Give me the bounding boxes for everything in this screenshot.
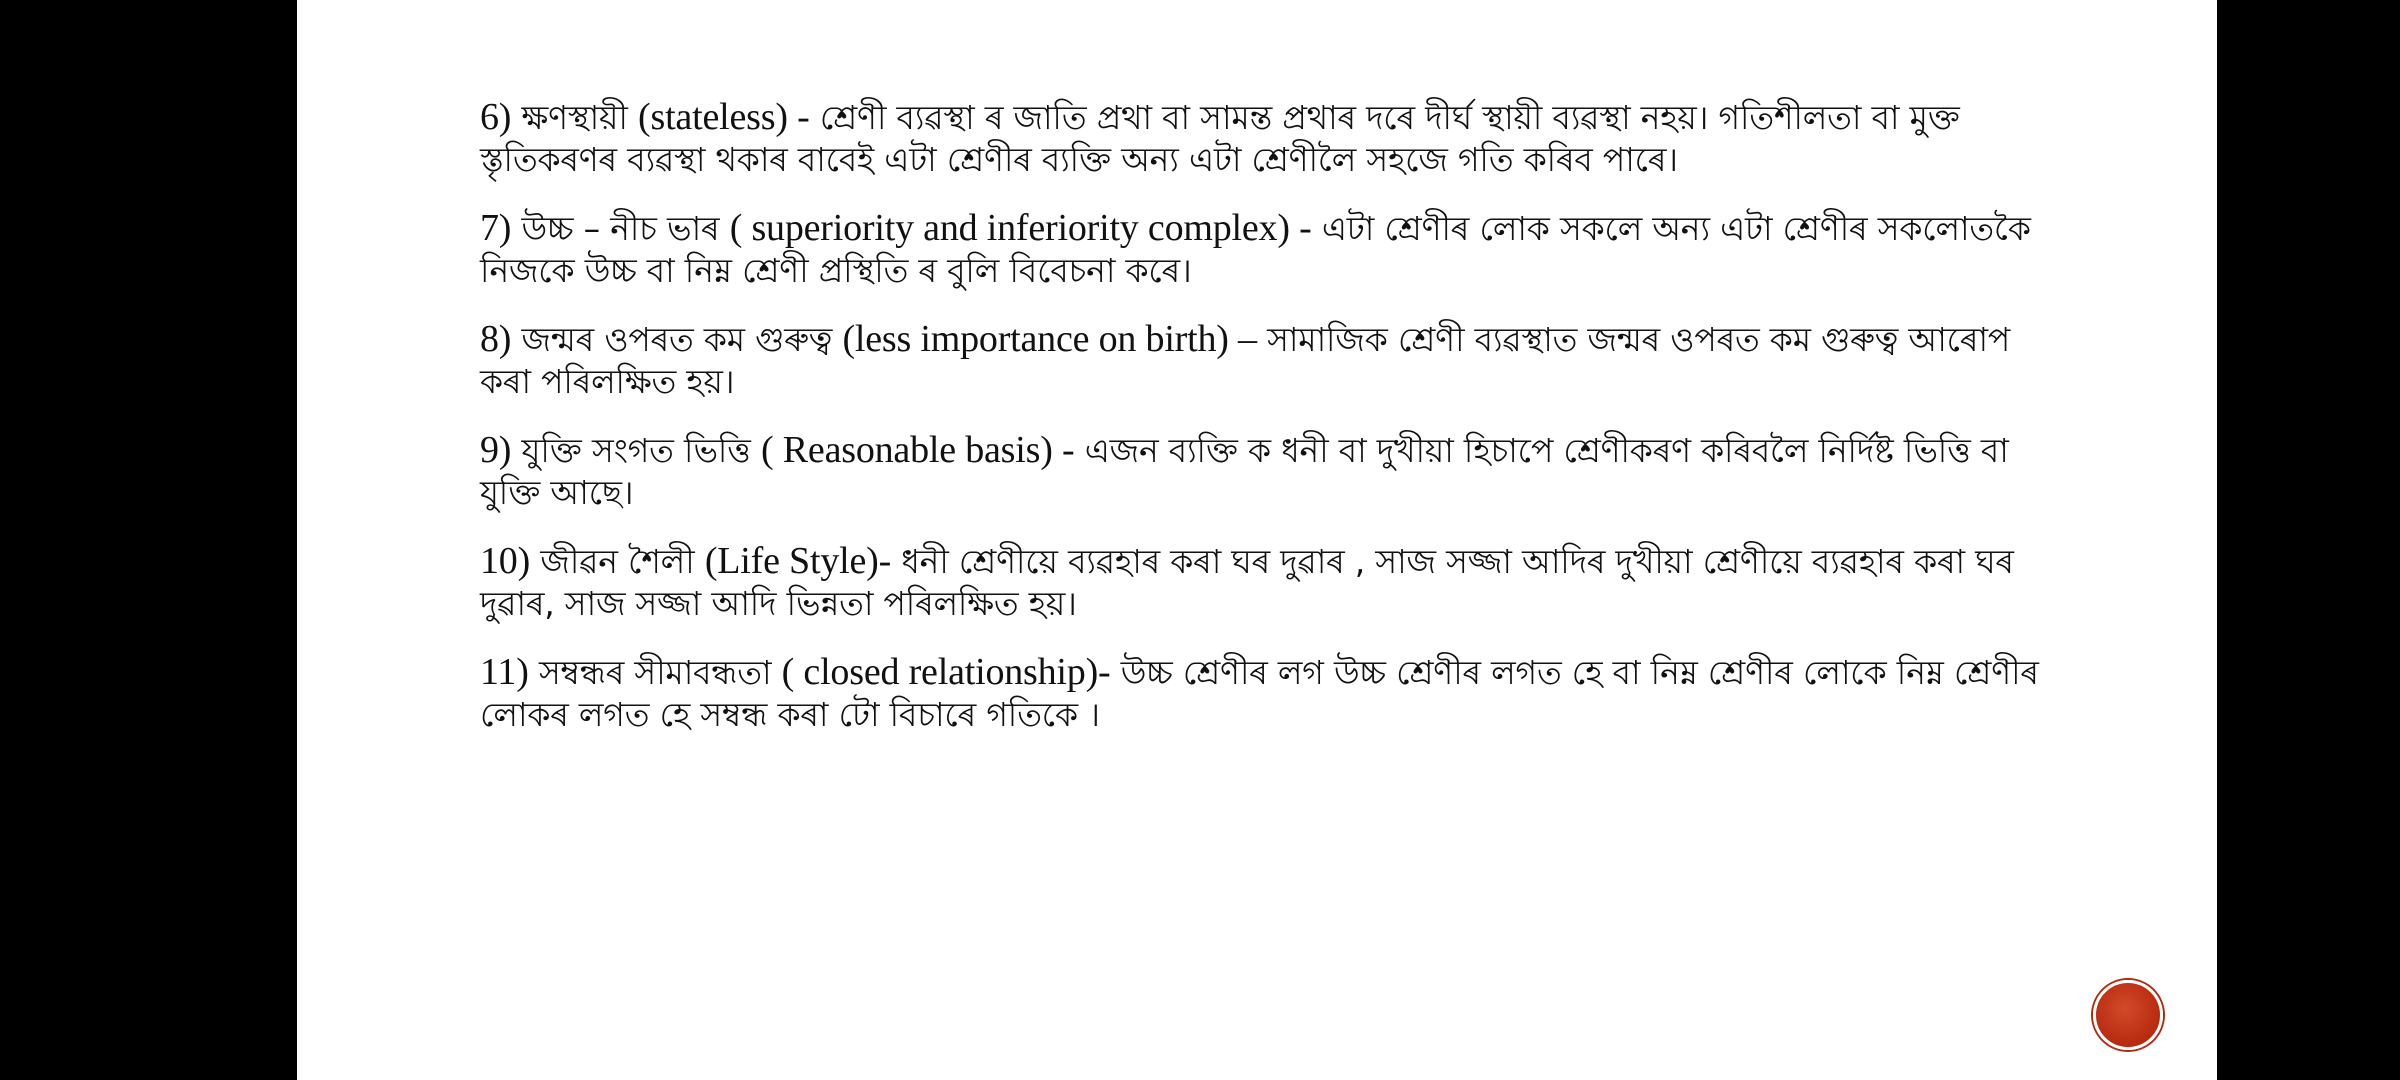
point-title-bn: জন্মৰ ওপৰত কম গুৰুত্ব xyxy=(511,320,843,359)
point-10 xyxy=(480,540,2060,625)
point-title-bn: যুক্তি সংগত ভিত্তি xyxy=(511,431,761,470)
point-number: 8) xyxy=(480,318,512,360)
point-title-en: (less importance on birth) – xyxy=(842,318,1257,360)
point-number: 7) xyxy=(480,207,512,249)
point-number: 6) xyxy=(480,96,512,138)
point-title-bn: জীৱন শৈলী xyxy=(530,542,705,581)
point-9 xyxy=(480,429,2060,514)
point-8 xyxy=(480,318,2060,403)
point-title-bn: ক্ষণস্থায়ী xyxy=(511,98,639,137)
point-title-en: ( Reasonable basis) - xyxy=(761,429,1075,471)
point-description: এটা শ্ৰেণীৰ লোক সকলে অন্য এটা শ্ৰেণীৰ সকলোতকৈ নিজকে উচ্চ বা নিম্ন শ্ৰেণী প্ৰস্থিতি ৰ বুলি বিবেচনা কৰে। xyxy=(480,209,2031,290)
point-title-en: (Life Style)- xyxy=(704,540,892,582)
point-title-en: ( closed relationship)- xyxy=(781,651,1111,693)
point-title-bn: সম্বন্ধৰ সীমাবন্ধতা xyxy=(528,653,782,692)
point-number: 11) xyxy=(480,651,529,693)
point-number: 10) xyxy=(480,540,531,582)
point-11 xyxy=(480,651,2060,736)
point-description: ধনী শ্ৰেণীয়ে ব্যৱহাৰ কৰা ঘৰ দুৱাৰ , সাজ সজ্জা আদিৰ দুখীয়া শ্ৰেণীয়ে ব্যৱহাৰ কৰা ঘৰ দুৱাৰ, সাজ সজ্জা আদি ভিন্নতা পৰিলক্ষিত হয়। xyxy=(480,542,2014,623)
point-number: 9) xyxy=(480,429,512,471)
point-title-en: ( superiority and inferiority complex) - xyxy=(729,207,1312,249)
next-slide-button[interactable] xyxy=(2093,980,2163,1050)
point-description: উচ্চ শ্ৰেণীৰ লগ উচ্চ শ্ৰেণীৰ লগত হে বা নিম্ন শ্ৰেণীৰ লোকে নিম্ন শ্ৰেণীৰ লোকৰ লগত হে সম্বন্ধ কৰা টো বিচাৰে গতিকে । xyxy=(480,653,2039,734)
point-7 xyxy=(480,207,2060,292)
point-6 xyxy=(480,96,2060,181)
slide-body xyxy=(480,96,2060,762)
point-description: সামাজিক শ্ৰেণী ব্যৱস্থাত জন্মৰ ওপৰত কম গুৰুত্ব আৰোপ কৰা পৰিলক্ষিত হয়। xyxy=(480,320,2011,401)
point-description: এজন ব্যক্তি ক ধনী বা দুখীয়া হিচাপে শ্ৰেণীকৰণ কৰিবলৈ নিৰ্দিষ্ট ভিত্তি বা যুক্তি আছে। xyxy=(480,431,2009,512)
slide xyxy=(297,0,2217,1080)
point-title-bn: উচ্চ – নীচ ভাৰ xyxy=(511,209,730,248)
point-description: শ্ৰেণী ব্যৱস্থা ৰ জাতি প্ৰথা বা সামন্ত প্ৰথাৰ দৰে দীৰ্ঘ স্থায়ী ব্যৱস্থা নহয়। গতিশীলতা বা মুক্ত স্তৃতিকৰণৰ ব্যৱস্থা থকাৰ বাবেই এটা শ্ৰেণীৰ ব্যক্তি অন্য এটা শ্ৰেণীলৈ সহজে গতি কৰিব পাৰে। xyxy=(480,98,1960,179)
point-title-en: (stateless) - xyxy=(638,96,810,138)
